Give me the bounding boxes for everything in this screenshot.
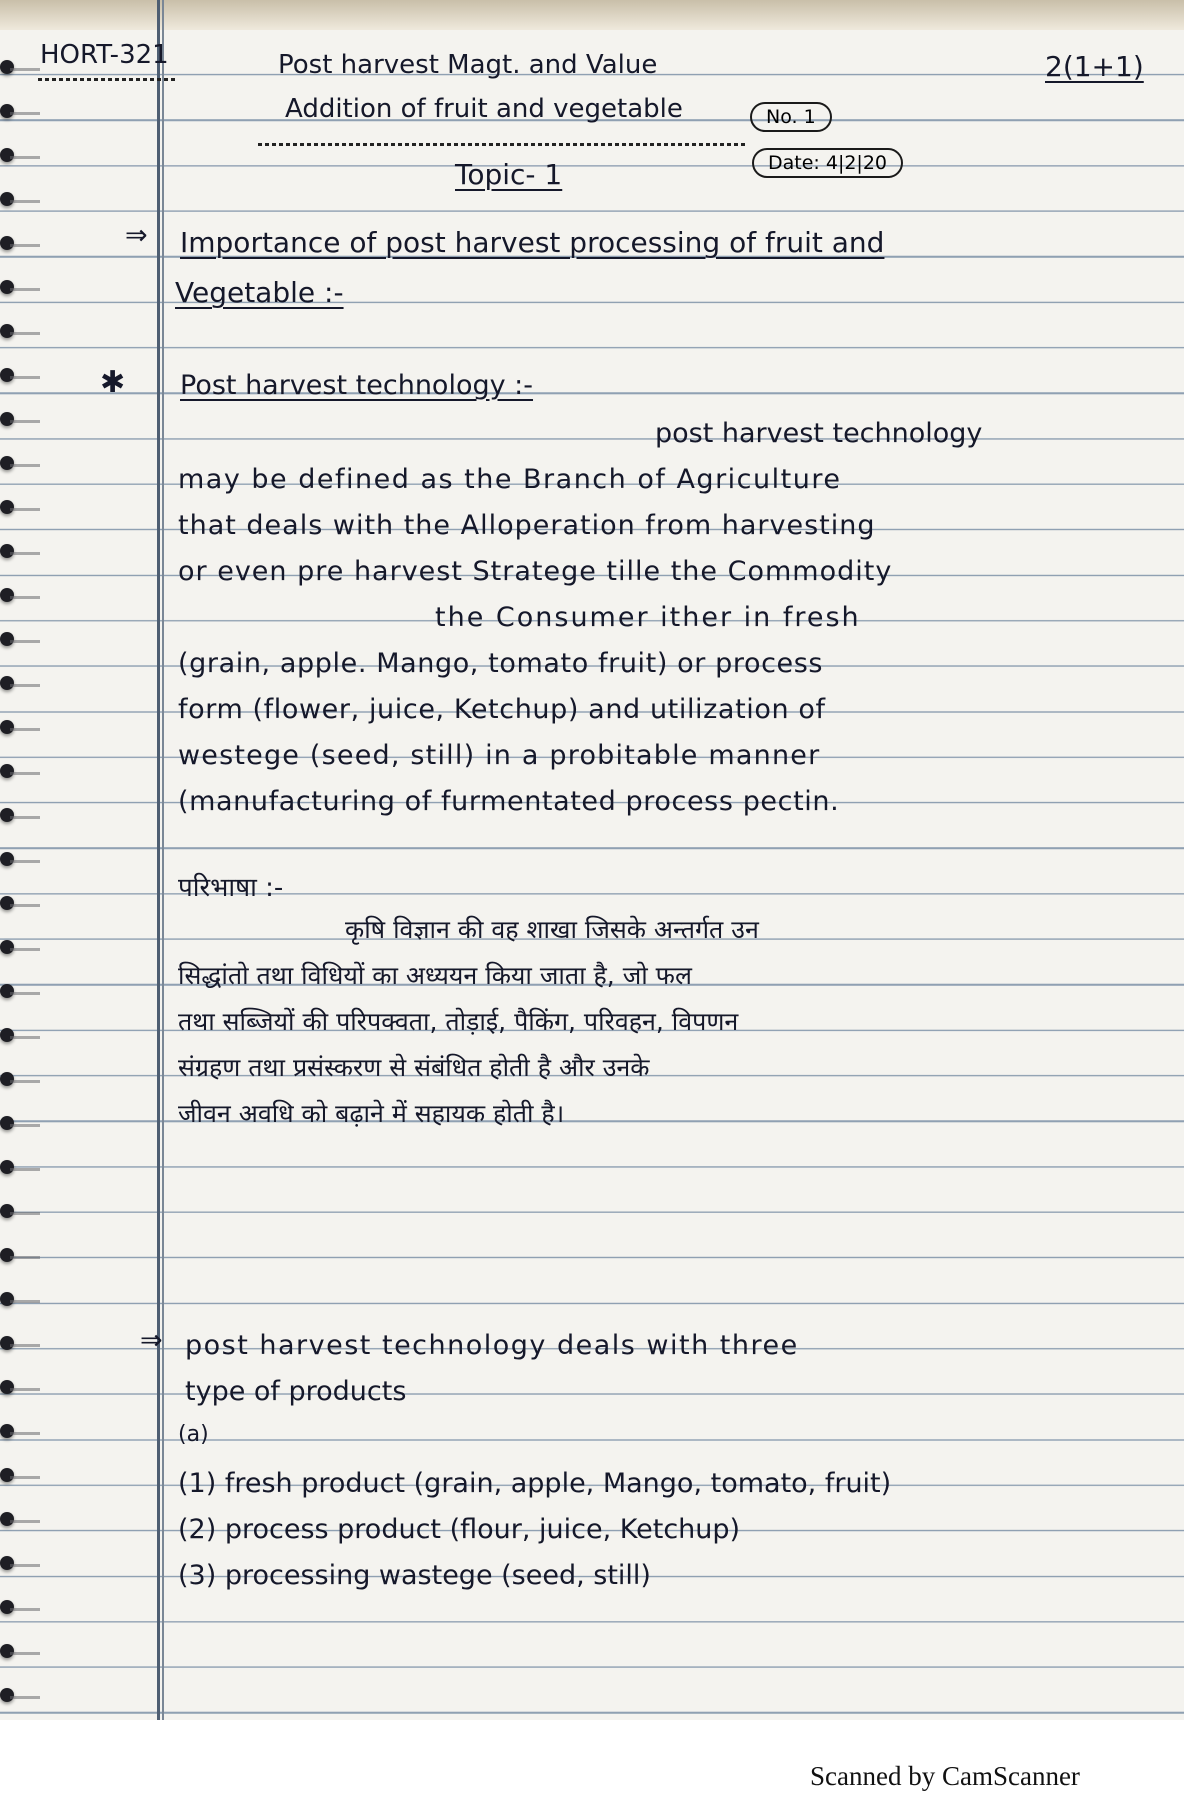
binding-ring-shadow <box>10 420 40 423</box>
page-number-stamp: No. 1 <box>750 102 832 132</box>
binding-ring <box>0 60 14 74</box>
hindi-line: कृषि विज्ञान की वह शाखा जिसके अन्तर्गत उन <box>345 915 759 944</box>
binding-ring <box>0 456 14 470</box>
importance-heading-line-2: Vegetable :- <box>175 276 344 309</box>
binding-ring <box>0 1116 14 1130</box>
course-code: HORT-321 <box>40 40 169 70</box>
binding-ring <box>0 412 14 426</box>
page-top-edge <box>0 0 1184 30</box>
binding-ring <box>0 720 14 734</box>
binding-ring-shadow <box>10 640 40 643</box>
binding-ring-shadow <box>10 992 40 995</box>
binding-ring-shadow <box>10 816 40 819</box>
binding-ring <box>0 192 14 206</box>
definition-line: may be defined as the Branch of Agriculture <box>178 464 842 495</box>
topic-heading: Topic- 1 <box>455 158 563 191</box>
title-line-2: Addition of fruit and vegetable <box>285 94 683 124</box>
binding-ring-shadow <box>10 288 40 291</box>
binding-ring-shadow <box>10 1168 40 1171</box>
binding-ring-shadow <box>10 1256 40 1259</box>
binding-ring <box>0 984 14 998</box>
binding-ring-shadow <box>10 948 40 951</box>
spiral-binding <box>0 0 38 1720</box>
product-list-item: (2) process product (flour, juice, Ketchup) <box>178 1514 741 1545</box>
binding-ring <box>0 896 14 910</box>
binding-ring-shadow <box>10 860 40 863</box>
margin-line <box>157 0 160 1720</box>
binding-ring <box>0 1204 14 1218</box>
binding-ring <box>0 104 14 118</box>
binding-ring-shadow <box>10 772 40 775</box>
importance-heading-line-1: Importance of post harvest processing of fruit and <box>180 226 885 259</box>
binding-ring-shadow <box>10 332 40 335</box>
binding-ring <box>0 940 14 954</box>
deals-line-2: type of products <box>185 1376 407 1407</box>
binding-ring-shadow <box>10 904 40 907</box>
definition-line: westege (seed, still) in a probitable manner <box>178 740 821 771</box>
binding-ring-shadow <box>10 1432 40 1435</box>
binding-ring <box>0 1688 14 1702</box>
binding-ring <box>0 1424 14 1438</box>
binding-ring <box>0 1556 14 1570</box>
binding-ring-shadow <box>10 1344 40 1347</box>
course-code-underline <box>38 78 178 81</box>
product-list-item: (3) processing wastege (seed, still) <box>178 1560 651 1591</box>
binding-ring <box>0 500 14 514</box>
hindi-line: सिद्धांतो तथा विधियों का अध्ययन किया जाता है, जो फल <box>178 961 692 990</box>
binding-ring <box>0 1292 14 1306</box>
binding-ring <box>0 852 14 866</box>
hindi-line: जीवन अवधि को बढ़ाने में सहायक होती है। <box>178 1099 565 1128</box>
binding-ring-shadow <box>10 728 40 731</box>
binding-ring-shadow <box>10 376 40 379</box>
binding-ring-shadow <box>10 508 40 511</box>
binding-ring <box>0 808 14 822</box>
binding-ring-shadow <box>10 684 40 687</box>
arrow-icon: ⇒ <box>125 220 148 251</box>
definition-line: or even pre harvest Stratege tille the Commodity <box>178 556 893 587</box>
binding-ring <box>0 1512 14 1526</box>
binding-ring <box>0 1160 14 1174</box>
definition-line: that deals with the Alloperation from harvesting <box>178 510 876 541</box>
binding-ring-shadow <box>10 244 40 247</box>
binding-ring-shadow <box>10 1696 40 1699</box>
binding-ring <box>0 1248 14 1262</box>
binding-ring-shadow <box>10 1388 40 1391</box>
arrow-icon: ⇒ <box>140 1325 163 1356</box>
binding-ring <box>0 1600 14 1614</box>
binding-ring <box>0 1644 14 1658</box>
definition-line: (manufacturing of furmentated process pectin. <box>178 786 840 817</box>
binding-ring <box>0 632 14 646</box>
binding-ring-shadow <box>10 1652 40 1655</box>
binding-ring <box>0 764 14 778</box>
binding-ring <box>0 148 14 162</box>
pht-heading: Post harvest technology :- <box>180 370 534 401</box>
scanner-watermark: Scanned by CamScanner <box>810 1761 1080 1791</box>
definition-line: form (flower, juice, Ketchup) and utilization of <box>178 694 826 725</box>
binding-ring <box>0 1072 14 1086</box>
binding-ring <box>0 1380 14 1394</box>
hindi-line: तथा सब्जियों की परिपक्वता, तोड़ाई, पैकिंग, परिवहन, विपणन <box>178 1007 739 1036</box>
binding-ring-shadow <box>10 112 40 115</box>
binding-ring-shadow <box>10 1124 40 1127</box>
binding-ring-shadow <box>10 1476 40 1479</box>
binding-ring <box>0 676 14 690</box>
list-marker: (a) <box>178 1422 209 1447</box>
binding-ring <box>0 1028 14 1042</box>
definition-line: the Consumer ither in fresh <box>435 602 861 633</box>
definition-line: (grain, apple. Mango, tomato fruit) or process <box>178 648 824 679</box>
binding-ring <box>0 1336 14 1350</box>
binding-ring <box>0 1468 14 1482</box>
margin-line-inner <box>162 0 164 1720</box>
binding-ring-shadow <box>10 1520 40 1523</box>
product-list-item: (1) fresh product (grain, apple, Mango, tomato, fruit) <box>178 1468 892 1499</box>
binding-ring-shadow <box>10 200 40 203</box>
title-underline <box>258 143 748 146</box>
hindi-heading: परिभाषा :- <box>178 873 284 903</box>
binding-ring <box>0 544 14 558</box>
binding-ring <box>0 368 14 382</box>
definition-line: post harvest technology <box>655 418 983 449</box>
date-stamp: Date: 4|2|20 <box>752 148 903 178</box>
binding-ring-shadow <box>10 1036 40 1039</box>
hindi-line: संग्रहण तथा प्रसंस्करण से संबंधित होती है और उनके <box>178 1053 650 1082</box>
binding-ring-shadow <box>10 68 40 71</box>
binding-ring-shadow <box>10 1300 40 1303</box>
binding-ring-shadow <box>10 552 40 555</box>
binding-ring <box>0 324 14 338</box>
binding-ring <box>0 588 14 602</box>
binding-ring-shadow <box>10 1608 40 1611</box>
binding-ring-shadow <box>10 596 40 599</box>
binding-ring-shadow <box>10 464 40 467</box>
binding-ring <box>0 236 14 250</box>
binding-ring <box>0 280 14 294</box>
credits: 2(1+1) <box>1045 50 1144 83</box>
title-line-1: Post harvest Magt. and Value <box>278 50 658 80</box>
binding-ring-shadow <box>10 1080 40 1083</box>
deals-line-1: post harvest technology deals with three <box>185 1330 799 1361</box>
asterisk-icon: ✱ <box>100 365 126 400</box>
binding-ring-shadow <box>10 1564 40 1567</box>
binding-ring-shadow <box>10 156 40 159</box>
binding-ring-shadow <box>10 1212 40 1215</box>
